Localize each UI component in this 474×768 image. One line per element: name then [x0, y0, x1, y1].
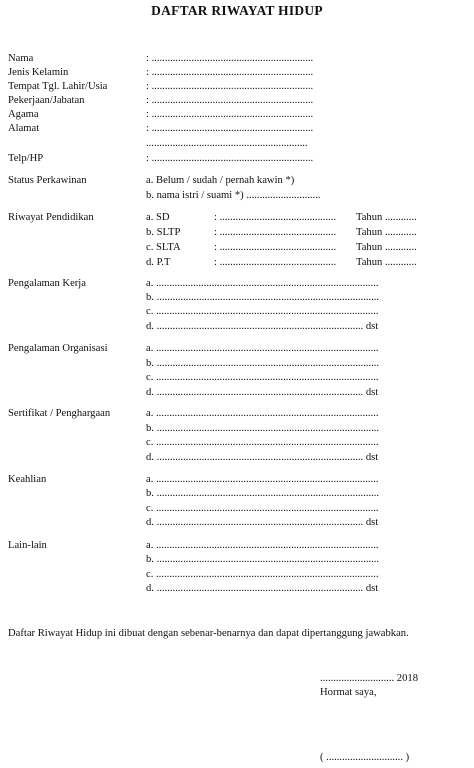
lain-line-d: d. .............................................................................. dst — [146, 583, 379, 594]
field-alamat-line2: ............................................................. — [146, 138, 308, 149]
keahlian-line-a: a. .................................................................................... — [146, 474, 379, 485]
field-pekerjaan: : ............................................................. — [146, 95, 314, 106]
label-alamat: Alamat — [8, 123, 40, 134]
label-tempat-tgl-lahir: Tempat Tgl. Lahir/Usia — [8, 81, 108, 92]
edu-fill-pt: : ............................................ — [214, 257, 337, 268]
organisasi-line-a: a. .................................................................................... — [146, 343, 379, 354]
keahlian-line-d: d. .............................................................................. dst — [146, 517, 379, 528]
edu-level-sd: a. SD — [146, 212, 170, 223]
label-pengalaman-kerja: Pengalaman Kerja — [8, 278, 86, 289]
keahlian-line-b: b. .................................................................................... — [146, 488, 380, 499]
status-option-a: a. Belum / sudah / pernah kawin *) — [146, 175, 295, 186]
field-agama: : ............................................................. — [146, 109, 314, 120]
lain-line-a: a. .................................................................................... — [146, 540, 379, 551]
kerja-line-c: c. .................................................................................... — [146, 306, 379, 317]
organisasi-line-b: b. .................................................................................... — [146, 358, 380, 369]
edu-level-sltp: b. SLTP — [146, 227, 181, 238]
label-sertifikat: Sertifikat / Penghargaan — [8, 408, 111, 419]
label-pengalaman-organisasi: Pengalaman Organisasi — [8, 343, 108, 354]
signature-date: ............................ 2018 — [320, 673, 418, 684]
field-telp: : ............................................................. — [146, 153, 314, 164]
edu-year-sd: Tahun ............ — [356, 212, 417, 223]
lain-line-c: c. .................................................................................... — [146, 569, 379, 580]
label-keahlian: Keahlian — [8, 474, 47, 485]
lain-line-b: b. .................................................................................... — [146, 554, 380, 565]
kerja-line-d: d. .............................................................................. dst — [146, 321, 379, 332]
declaration-text: Daftar Riwayat Hidup ini dibuat dengan sebenar-benarnya dan dapat dipertanggung jawabkan. — [8, 628, 409, 639]
edu-fill-sltp: : ............................................ — [214, 227, 337, 238]
sertifikat-line-c: c. .................................................................................... — [146, 437, 379, 448]
edu-fill-sd: : ............................................ — [214, 212, 337, 223]
field-nama: : ............................................................. — [146, 53, 314, 64]
field-alamat: : ............................................................. — [146, 123, 314, 134]
sertifikat-line-b: b. .................................................................................... — [146, 423, 380, 434]
keahlian-line-c: c. .................................................................................... — [146, 503, 379, 514]
field-jenis-kelamin: : ............................................................. — [146, 67, 314, 78]
kerja-line-a: a. .................................................................................... — [146, 278, 379, 289]
edu-level-pt: d. P.T — [146, 257, 171, 268]
signature-name: ( ............................. ) — [320, 752, 410, 763]
label-agama: Agama — [8, 109, 39, 120]
label-riwayat-pendidikan: Riwayat Pendidikan — [8, 212, 94, 223]
edu-fill-slta: : ............................................ — [214, 242, 337, 253]
label-pekerjaan: Pekerjaan/Jabatan — [8, 95, 85, 106]
edu-year-slta: Tahun ............ — [356, 242, 417, 253]
edu-level-slta: c. SLTA — [146, 242, 181, 253]
signature-closing: Hormat saya, — [320, 687, 377, 698]
label-nama: Nama — [8, 53, 34, 64]
sertifikat-line-a: a. .................................................................................... — [146, 408, 379, 419]
kerja-line-b: b. .................................................................................... — [146, 292, 380, 303]
label-status-perkawinan: Status Perkawinan — [8, 175, 87, 186]
status-option-b: b. nama istri / suami *) ............................ — [146, 190, 321, 201]
document-title: DAFTAR RIWAYAT HIDUP — [151, 3, 323, 18]
label-lain-lain: Lain-lain — [8, 540, 47, 551]
organisasi-line-d: d. .............................................................................. dst — [146, 387, 379, 398]
field-tempat-tgl-lahir: : ............................................................. — [146, 81, 314, 92]
edu-year-pt: Tahun ............ — [356, 257, 417, 268]
label-jenis-kelamin: Jenis Kelamin — [8, 67, 69, 78]
sertifikat-line-d: d. .............................................................................. dst — [146, 452, 379, 463]
edu-year-sltp: Tahun ............ — [356, 227, 417, 238]
organisasi-line-c: c. .................................................................................... — [146, 372, 379, 383]
label-telp: Telp/HP — [8, 153, 44, 164]
